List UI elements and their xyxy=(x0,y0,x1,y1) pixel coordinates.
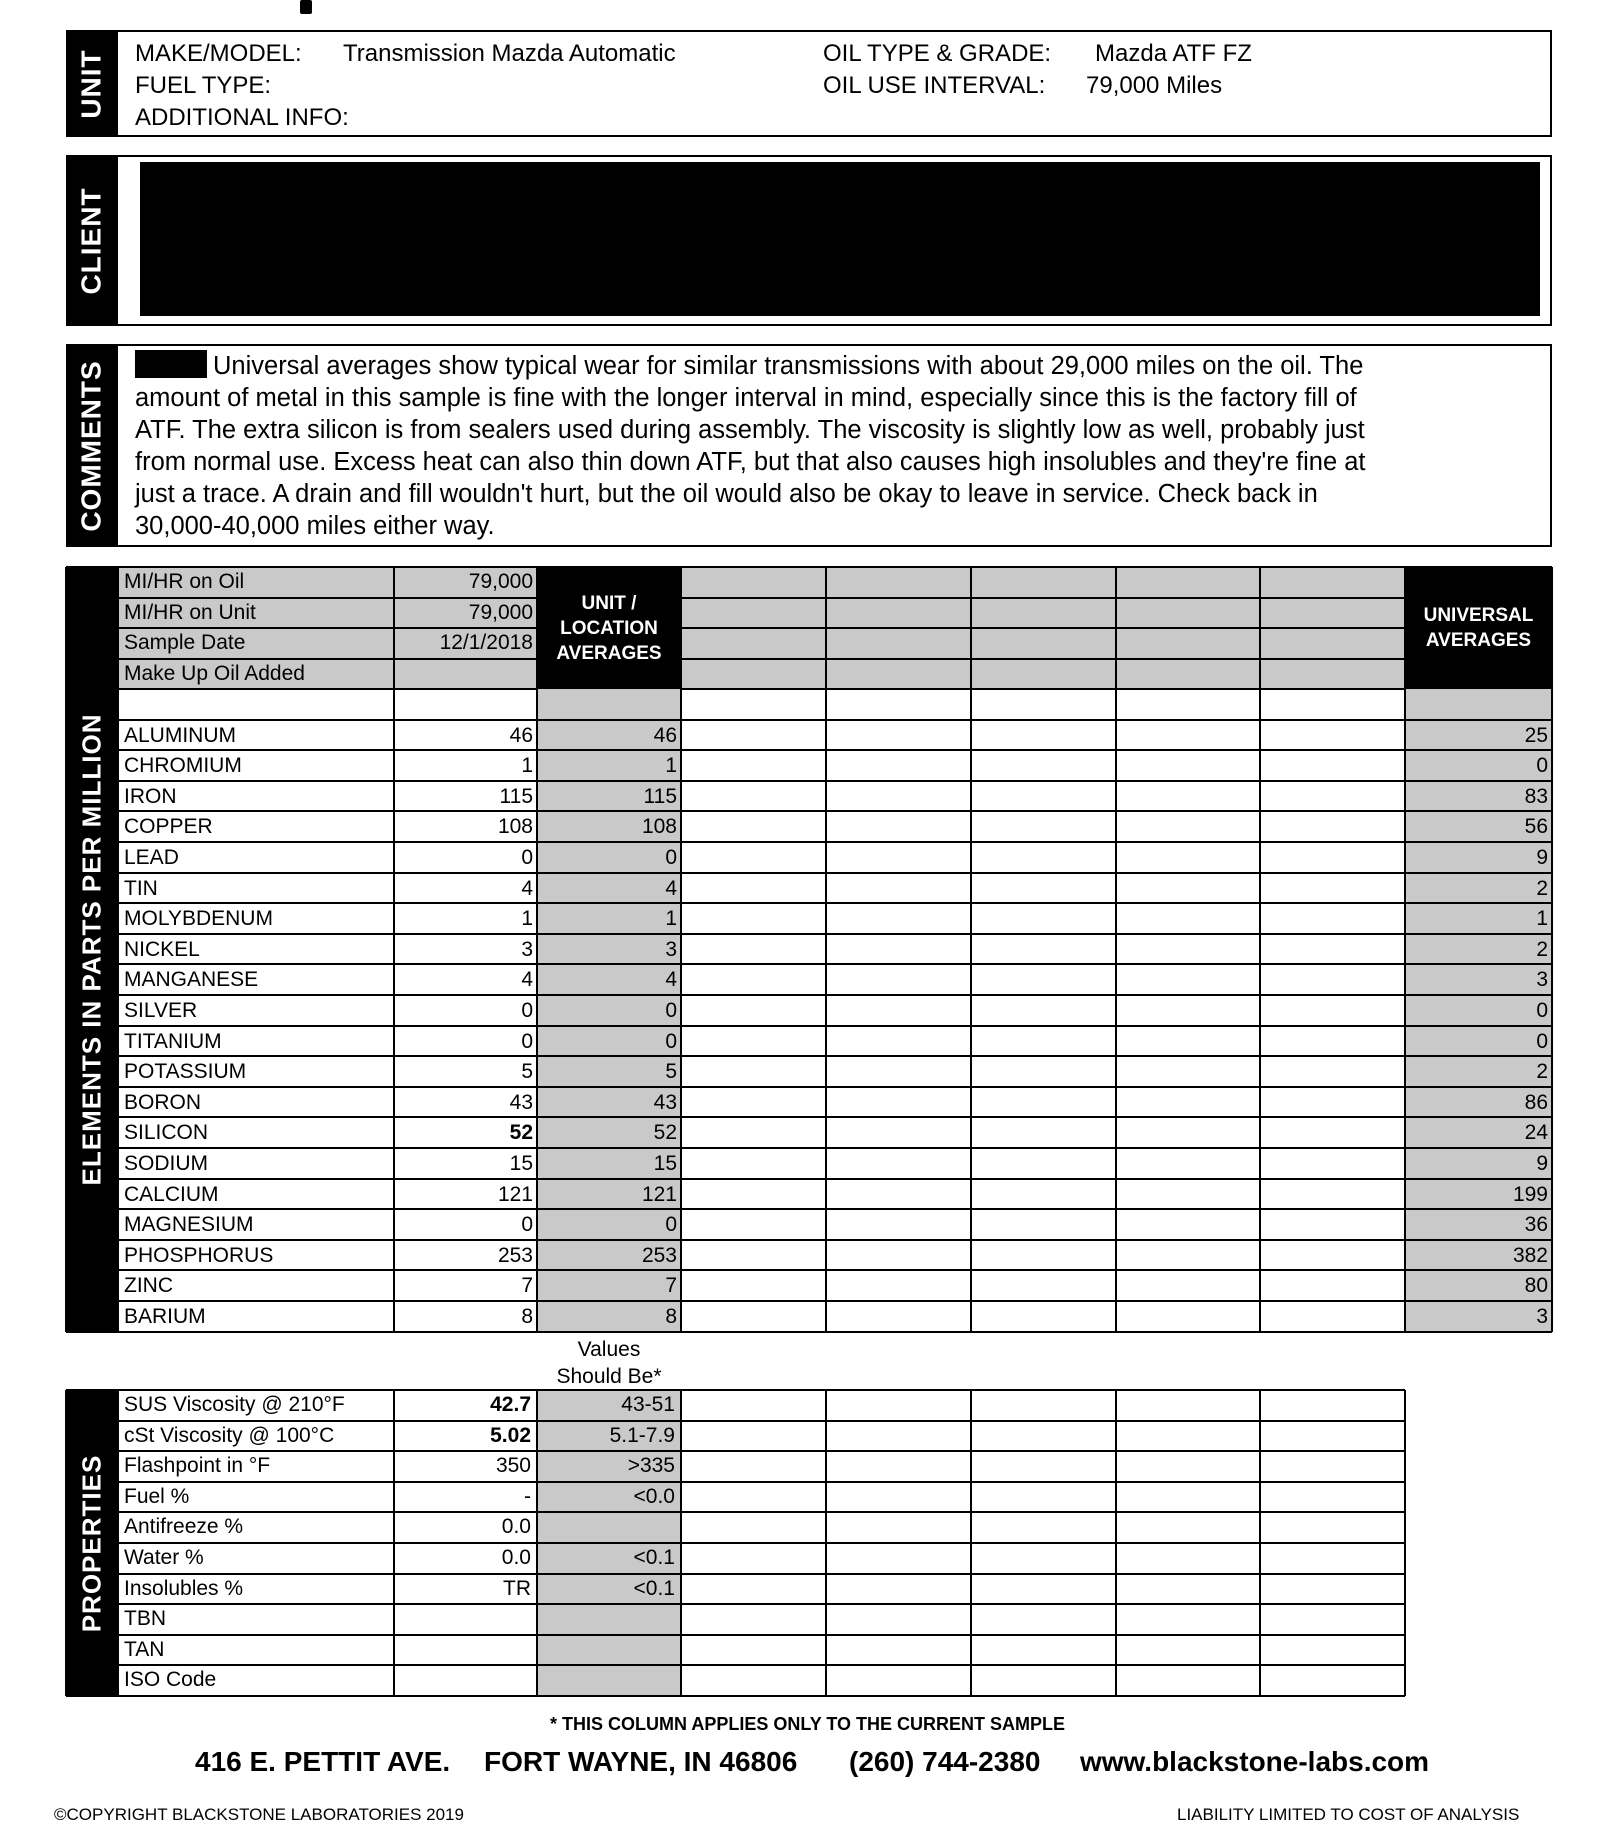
element-universal: 0 xyxy=(1536,999,1548,1022)
grid-vline xyxy=(1551,567,1553,1332)
prop-hline xyxy=(118,1450,1405,1452)
element-universal: 83 xyxy=(1524,784,1548,808)
element-value: 0 xyxy=(521,1029,533,1053)
grid-vline xyxy=(117,567,119,1332)
top-mark xyxy=(300,0,312,14)
element-unit-avg: 46 xyxy=(653,723,677,747)
grid-hline-row xyxy=(118,902,1552,904)
property-name: TAN xyxy=(124,1637,165,1661)
grid-hline-row xyxy=(118,1025,1552,1027)
unit-section-label: UNIT xyxy=(76,48,108,119)
element-universal: 0 xyxy=(1536,1029,1548,1053)
grid-hline-row xyxy=(118,780,1552,782)
element-value: 46 xyxy=(509,723,533,747)
element-unit-avg: 15 xyxy=(653,1152,677,1175)
prop-hline xyxy=(118,1634,1405,1636)
element-name: NICKEL xyxy=(124,937,200,961)
element-universal: 25 xyxy=(1524,723,1548,747)
element-universal: 2 xyxy=(1536,876,1548,900)
property-value: 5.02 xyxy=(490,1423,531,1447)
element-value: 115 xyxy=(499,784,533,808)
element-universal: 382 xyxy=(1512,1243,1548,1267)
element-name: SILVER xyxy=(124,999,198,1022)
element-name: LEAD xyxy=(124,846,179,869)
comments-body xyxy=(135,350,1405,542)
element-universal: 56 xyxy=(1524,815,1548,839)
grid-hline-info xyxy=(118,627,537,629)
property-value: 0.0 xyxy=(501,1515,531,1539)
element-universal: 80 xyxy=(1524,1274,1548,1298)
property-should-be: <0.1 xyxy=(633,1576,675,1600)
element-value: 121 xyxy=(497,1182,533,1206)
element-name: BORON xyxy=(124,1090,202,1114)
oil-interval-label: OIL USE INTERVAL: xyxy=(823,72,1046,99)
property-value: TR xyxy=(503,1576,531,1600)
element-name: ALUMINUM xyxy=(124,723,237,747)
element-name: IRON xyxy=(124,784,177,808)
grid-hline-info xyxy=(681,688,1405,690)
element-unit-avg: 7 xyxy=(665,1274,677,1298)
grid-hline-row xyxy=(118,1269,1552,1271)
element-name: PHOSPHORUS xyxy=(124,1243,274,1267)
prop-hline-outer-bottom xyxy=(66,1695,1405,1697)
grid-hline-info xyxy=(118,658,537,660)
element-value: 3 xyxy=(521,937,533,961)
element-universal: 24 xyxy=(1524,1121,1548,1145)
element-name: COPPER xyxy=(124,815,213,839)
element-value: 52 xyxy=(509,1121,533,1145)
element-unit-avg: 253 xyxy=(641,1243,677,1267)
property-name: Flashpoint in °F xyxy=(124,1454,271,1478)
elements-section-label: ELEMENTS IN PARTS PER MILLION xyxy=(76,713,107,1186)
grid-hline-row xyxy=(118,1055,1552,1057)
grid-hline-row xyxy=(118,1116,1552,1118)
element-name: CALCIUM xyxy=(124,1182,219,1206)
element-unit-avg: 43 xyxy=(653,1090,677,1114)
element-universal: 3 xyxy=(1536,1305,1548,1328)
property-value: 0.0 xyxy=(501,1546,531,1569)
grid-hline-top xyxy=(66,566,1552,568)
element-unit-avg: 4 xyxy=(665,968,677,992)
client-sidebar xyxy=(66,155,118,326)
sample-info-value: 79,000 xyxy=(468,570,533,593)
element-universal: 2 xyxy=(1536,1060,1548,1084)
grid-hline-row xyxy=(118,1086,1552,1088)
grid-hline-row xyxy=(118,719,1552,721)
property-should-be: 43-51 xyxy=(621,1393,675,1416)
should-be-header-2: Should Be* xyxy=(556,1365,662,1388)
grid-hline-info xyxy=(681,658,1405,660)
properties-section-label: PROPERTIES xyxy=(76,1454,107,1632)
comments-redaction xyxy=(135,350,207,378)
grid-vline xyxy=(680,567,682,1332)
grid-hline-row xyxy=(118,1208,1552,1210)
property-name: Water % xyxy=(124,1546,204,1569)
make-model-label: MAKE/MODEL: xyxy=(135,40,302,67)
property-name: SUS Viscosity @ 210°F xyxy=(124,1393,345,1416)
element-value: 0 xyxy=(521,846,533,869)
prop-hline xyxy=(118,1420,1405,1422)
unit-avg-header: UNIT / LOCATION AVERAGES xyxy=(537,567,681,689)
element-name: MOLYBDENUM xyxy=(124,907,273,931)
element-unit-avg: 3 xyxy=(665,937,677,961)
sample-info-label: MI/HR on Unit xyxy=(124,600,256,624)
make-model-value: Transmission Mazda Automatic xyxy=(343,40,676,67)
sample-info-label: MI/HR on Oil xyxy=(124,570,245,593)
element-value: 1 xyxy=(521,907,533,931)
footer-copyright: ©COPYRIGHT BLACKSTONE LABORATORIES 2019 xyxy=(54,1805,464,1824)
grid-hline-row xyxy=(118,841,1552,843)
element-universal: 9 xyxy=(1536,1152,1548,1175)
element-value: 4 xyxy=(521,968,533,992)
grid-vline xyxy=(1115,567,1117,1332)
property-should-be: 5.1-7.9 xyxy=(609,1423,675,1447)
prop-hline-outer-top xyxy=(66,1389,118,1391)
comments-text: Universal averages show typical wear for similar transmissions with about 29,000 miles on the oil. The amount of metal in this sample is fine with the longer interval in mind, especially since this is the factory fill of ATF. The extra silicon is from sealers used during assembly. The viscosity is slightly low as well, probably just from normal use. Excess heat can also thin down ATF, but that also causes high insolubles and they're fine at just a trace. A drain and fill wouldn't hurt, but the oil would also be okay to leave in service. Check back in 30,000-40,000 miles either way. xyxy=(135,352,1366,540)
property-name: TBN xyxy=(124,1607,166,1631)
universal-header: UNIVERSAL AVERAGES xyxy=(1405,567,1552,689)
grid-vline xyxy=(1259,567,1261,1332)
oil-type-label: OIL TYPE & GRADE: xyxy=(823,40,1052,67)
prop-hline xyxy=(118,1542,1405,1544)
element-universal: 2 xyxy=(1536,937,1548,961)
grid-hline-info xyxy=(118,688,537,690)
element-unit-avg: 0 xyxy=(665,1029,677,1053)
grid-hline-row xyxy=(118,749,1552,751)
element-name: SODIUM xyxy=(124,1152,208,1175)
comments-sidebar xyxy=(66,344,118,547)
client-section-label: CLIENT xyxy=(76,186,108,295)
footer-note: * THIS COLUMN APPLIES ONLY TO THE CURRENT SAMPLE xyxy=(550,1714,1066,1734)
prop-hline xyxy=(118,1481,1405,1483)
grid-hline-bottom xyxy=(66,1331,1552,1333)
property-should-be: <0.0 xyxy=(633,1484,675,1508)
element-unit-avg: 0 xyxy=(665,999,677,1022)
sample-info-value: 12/1/2018 xyxy=(439,631,533,654)
fuel-type-label: FUEL TYPE: xyxy=(135,72,272,99)
property-value: 350 xyxy=(495,1454,531,1478)
property-name: ISO Code xyxy=(124,1668,217,1692)
grid-hline-row xyxy=(118,1178,1552,1180)
element-unit-avg: 115 xyxy=(643,784,677,808)
element-universal: 9 xyxy=(1536,846,1548,869)
property-name: Fuel % xyxy=(124,1484,190,1508)
prop-hline xyxy=(118,1573,1405,1575)
property-should-be: <0.1 xyxy=(633,1546,675,1569)
grid-hline-row xyxy=(118,1147,1552,1149)
footer-address: 416 E. PETTIT AVE. xyxy=(195,1746,451,1777)
prop-hline xyxy=(118,1511,1405,1513)
element-value: 108 xyxy=(497,815,533,839)
element-unit-avg: 8 xyxy=(665,1305,677,1328)
element-name: POTASSIUM xyxy=(124,1060,247,1084)
prop-vline-outer-left xyxy=(65,1390,67,1696)
footer-city: FORT WAYNE, IN 46806 xyxy=(484,1746,798,1777)
element-name: CHROMIUM xyxy=(124,754,242,778)
element-unit-avg: 52 xyxy=(653,1121,677,1145)
element-value: 5 xyxy=(521,1060,533,1084)
grid-vline-outer-left xyxy=(65,567,67,1332)
element-universal: 36 xyxy=(1524,1213,1548,1237)
client-redaction xyxy=(140,162,1540,316)
unit-sidebar xyxy=(66,30,118,137)
footer-website: www.blackstone-labs.com xyxy=(1080,1746,1430,1777)
element-value: 1 xyxy=(521,754,533,778)
element-unit-avg: 4 xyxy=(665,876,677,900)
oil-interval-value: 79,000 Miles xyxy=(1086,72,1223,99)
element-name: BARIUM xyxy=(124,1305,206,1328)
grid-hline-info xyxy=(681,627,1405,629)
elements-sidebar xyxy=(66,567,118,1332)
element-name: ZINC xyxy=(124,1274,173,1298)
element-unit-avg: 1 xyxy=(665,907,677,931)
element-name: TITANIUM xyxy=(124,1029,222,1053)
comments-section-label: COMMENTS xyxy=(76,359,108,532)
grid-vline xyxy=(1404,567,1406,1332)
element-value: 8 xyxy=(521,1305,533,1328)
property-should-be: >335 xyxy=(627,1454,675,1478)
grid-hline-row xyxy=(118,933,1552,935)
prop-hline xyxy=(118,1603,1405,1605)
element-universal: 199 xyxy=(1512,1182,1548,1206)
element-value: 253 xyxy=(497,1243,533,1267)
element-unit-avg: 1 xyxy=(665,754,677,778)
footer-phone: (260) 744-2380 xyxy=(849,1746,1041,1777)
sample-info-label: Make Up Oil Added xyxy=(124,661,305,685)
property-name: Antifreeze % xyxy=(124,1515,244,1539)
grid-hline-row xyxy=(118,1300,1552,1302)
additional-info-label: ADDITIONAL INFO: xyxy=(135,104,349,131)
grid-hline-row xyxy=(118,872,1552,874)
element-unit-avg: 121 xyxy=(641,1182,677,1206)
footer-liability: LIABILITY LIMITED TO COST OF ANALYSIS xyxy=(1177,1805,1520,1824)
grid-vline xyxy=(825,567,827,1332)
element-name: SILICON xyxy=(124,1121,209,1145)
should-be-header-1: Values xyxy=(577,1338,641,1361)
grid-hline-row xyxy=(118,810,1552,812)
element-value: 7 xyxy=(521,1274,533,1298)
grid-vline xyxy=(970,567,972,1332)
element-universal: 0 xyxy=(1536,754,1548,778)
element-name: MAGNESIUM xyxy=(124,1213,254,1237)
element-unit-avg: 108 xyxy=(641,815,677,839)
element-name: TIN xyxy=(124,876,158,900)
sample-info-label: Sample Date xyxy=(124,631,246,654)
element-value: 4 xyxy=(521,876,533,900)
properties-sidebar xyxy=(66,1390,118,1696)
grid-vline xyxy=(536,567,538,1332)
element-unit-avg: 0 xyxy=(665,1213,677,1237)
element-universal: 86 xyxy=(1524,1090,1548,1114)
prop-hline xyxy=(118,1664,1405,1666)
oil-type-value: Mazda ATF FZ xyxy=(1095,40,1252,67)
element-value: 0 xyxy=(521,1213,533,1237)
grid-hline-row xyxy=(118,963,1552,965)
element-unit-avg: 5 xyxy=(665,1060,677,1084)
grid-hline-info xyxy=(118,597,537,599)
element-universal: 1 xyxy=(1536,907,1548,931)
grid-hline-row xyxy=(118,1239,1552,1241)
property-value: - xyxy=(524,1484,531,1508)
element-value: 0 xyxy=(521,999,533,1022)
element-universal: 3 xyxy=(1536,968,1548,992)
element-name: MANGANESE xyxy=(124,968,259,992)
property-name: cSt Viscosity @ 100°C xyxy=(124,1423,335,1447)
sample-info-value: 79,000 xyxy=(468,600,533,624)
element-value: 43 xyxy=(509,1090,533,1114)
element-unit-avg: 0 xyxy=(665,846,677,869)
property-name: Insolubles % xyxy=(124,1576,244,1600)
grid-hline-info xyxy=(681,597,1405,599)
property-value: 42.7 xyxy=(490,1393,531,1416)
element-value: 15 xyxy=(509,1152,533,1175)
prop-hline xyxy=(118,1389,1405,1391)
grid-hline-row xyxy=(118,994,1552,996)
grid-vline xyxy=(393,567,395,1332)
